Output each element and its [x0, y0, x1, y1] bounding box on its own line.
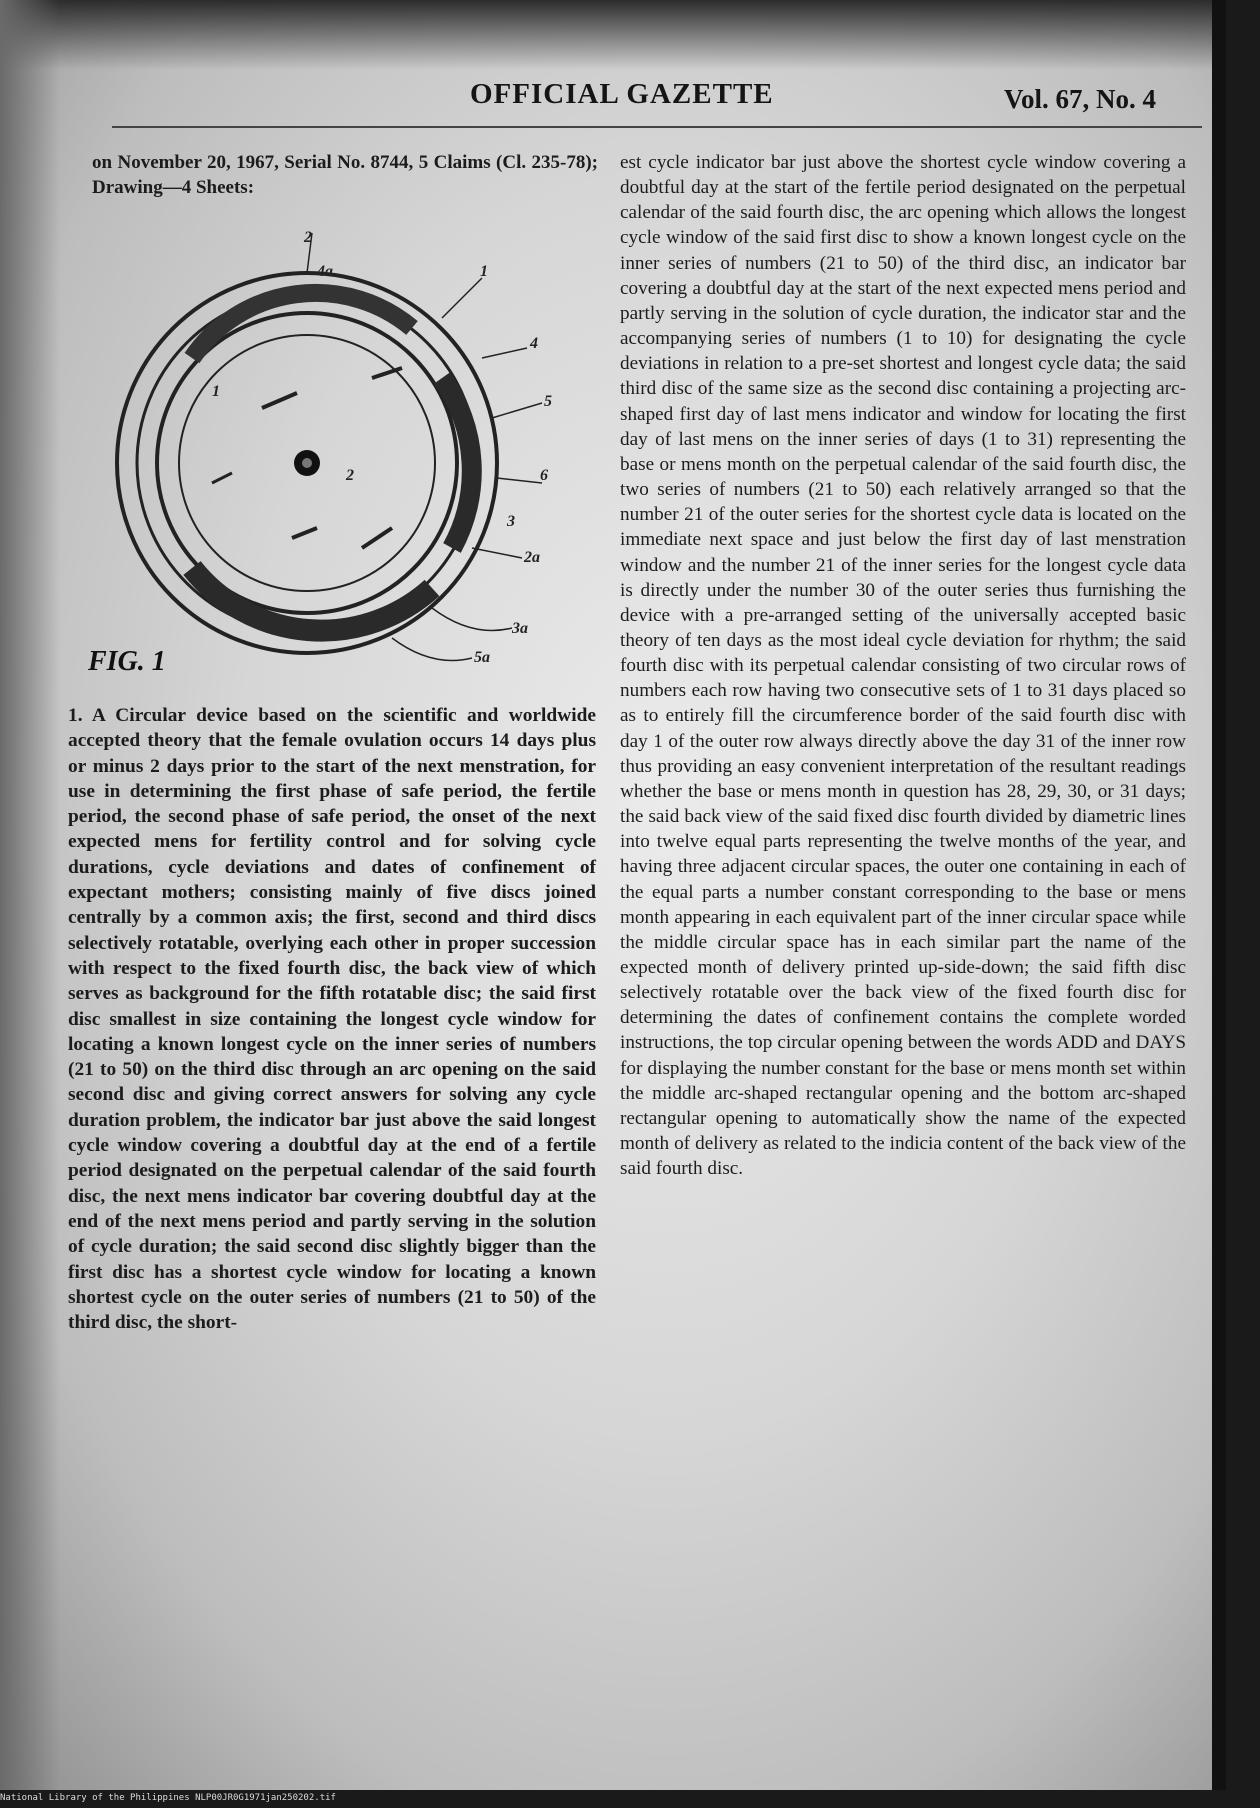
claim-text-left-column: 1. A Circular device based on the scientific and worldwide accepted theory that the female ovulation occurs 14 days plus or minus 2 days prior to the start of the next menstration, for use in determining the first phase of safe period, the fertile period, the second phase of safe period, the onset of the next expected mens for fertility control and for solving cycle durations, cycle deviations and dates of confinement of expectant mothers; consisting mainly of five discs joined centrally by a common axis; the first, second and third discs selectively rotatable, overlying each other in proper succession with respect to the fixed fourth disc, the back view of which serves as background for the fifth rotatable disc; the said first disc smallest in size containing the longest cycle window for locating a known longest cycle on the inner series of numbers (21 to 50) on the third disc through an arc opening on the said second disc and giving correct answers for solving any cycle duration problem, the indicator bar just above the said longest cycle window covering a doubtful day at the end of a fertile period designated on the perpetual calendar of the said fourth disc, the next mens indicator bar covering doubtful day at the end of the next mens period and partly serving in the solution of cycle duration; the said second disc slightly bigger than the first disc has a shortest cycle window for locating a known shortest cycle on the outer series of numbers (21 to 50) of the third disc, the short- [68, 705, 596, 1334]
indicator-bar-4 [362, 528, 392, 548]
leader-line-3 [492, 403, 542, 418]
page-header-title: OFFICIAL GAZETTE [470, 78, 774, 110]
ref-label: 5a [474, 649, 490, 666]
page-header-volume: Vol. 67, No. 4 [1004, 84, 1157, 114]
header-rule [112, 126, 1202, 128]
ref-label: 1 [212, 383, 220, 400]
scan-footer: National Library of the Philippines NLP00JR0G1971jan250202.tif [0, 1793, 336, 1803]
indicator-bar-3 [292, 528, 317, 538]
ref-label: 1 [480, 263, 488, 280]
filing-info: on November 20, 1967, Serial No. 8744, 5 Claims (Cl. 235-78); Drawing—4 Sheets: [92, 152, 598, 199]
leader-line-5 [472, 548, 522, 558]
ref-label: 3a [512, 620, 528, 637]
longest-cycle-arc [192, 293, 412, 358]
ref-label: 5 [544, 393, 552, 410]
ref-label: 2a [524, 549, 540, 566]
claim-text-right-column: est cycle indicator bar just above the shortest cycle window covering a doubtful day at the start of the fertile period designated on the perpetual calendar of the said fourth disc, the arc opening which allows the longest cycle window of the said first disc to show a known longest cycle on the inner series of numbers (21 to 50) of the third disc, an indicator bar covering a doubtful day at the start of the next expected mens period and partly serving in the solution of cycle duration, the indicator star and the accompanying series of numbers (1 to 10) for designating the cycle deviations in relation to a pre-set shortest and longest cycle data; the said third disc of the same size as the second disc containing a projecting arc-shaped first day of last mens indicator and window for locating the first day of last mens on the inner series of days (1 to 31) representing the base or mens month on the perpetual calendar of the said fourth disc, the two series of numbers (21 to 50) each relatively arranged so that the number 21 of the outer series for the shortest cycle data is located on the immediate next space and just below the first day of last menstration window and the number 21 of the inner series for the longest cycle data is directly under the number 30 of the outer series thus furnishing the device with a pre-arranged setting of the universally accepted basic theory of ten days as the most ideal cycle deviation for rhythm; the said fourth disc with its perpetual calendar consisting of two circular rows of numbers each row having two consecutive sets of 1 to 31 days placed so as to entirely fill the circumference border of the said fourth disc with day 1 of the outer row always directly above the day 31 of the inner row thus providing an easy convenient interpretation of the resultant readings whether the base or mens month in question has 28, 29, 30, or 31 days; the said back view of the said fixed disc fourth divided by diametric lines into twelve equal parts representing the twelve months of the year, and having three adjacent circular spaces, the outer one containing in each of the equal parts a number constant corresponding to the base or mens month appearing in each equivalent part of the inner circular space while the middle circular space has in each similar part the name of the expected month of delivery printed up-side-down; the said fifth disc selectively rotatable over the back view of the fixed fourth disc for determining the dates of confinement contains the complete worded instructions, the top circular opening between the words ADD and DAYS for displaying the number constant for the base or mens month set within the middle arc-shaped rectangular opening and the bottom arc-shaped rectangular opening to automatically show the name of the expected month of delivery as related to the indicia content of the back view of the said fourth disc. [620, 152, 1186, 1180]
ref-label: 3 [507, 513, 515, 530]
leader-line-7 [392, 638, 472, 661]
figure-caption: FIG. 1 [88, 646, 166, 677]
leader-line-2 [482, 348, 527, 358]
leader-line-1 [442, 278, 482, 318]
indicator-bar-1 [262, 393, 297, 408]
leader-line-4 [497, 478, 542, 483]
ref-label: 2 [304, 229, 312, 246]
ref-label: 6 [540, 467, 548, 484]
bottom-calendar-arc [192, 568, 432, 631]
circular-device-drawing [112, 228, 582, 678]
leader-line-6 [432, 608, 512, 631]
patent-figure [112, 228, 582, 678]
ref-label: 4a [317, 263, 333, 280]
ref-label: 2 [346, 467, 354, 484]
indicator-bar-5 [212, 473, 232, 483]
ref-label: 4 [530, 335, 538, 352]
